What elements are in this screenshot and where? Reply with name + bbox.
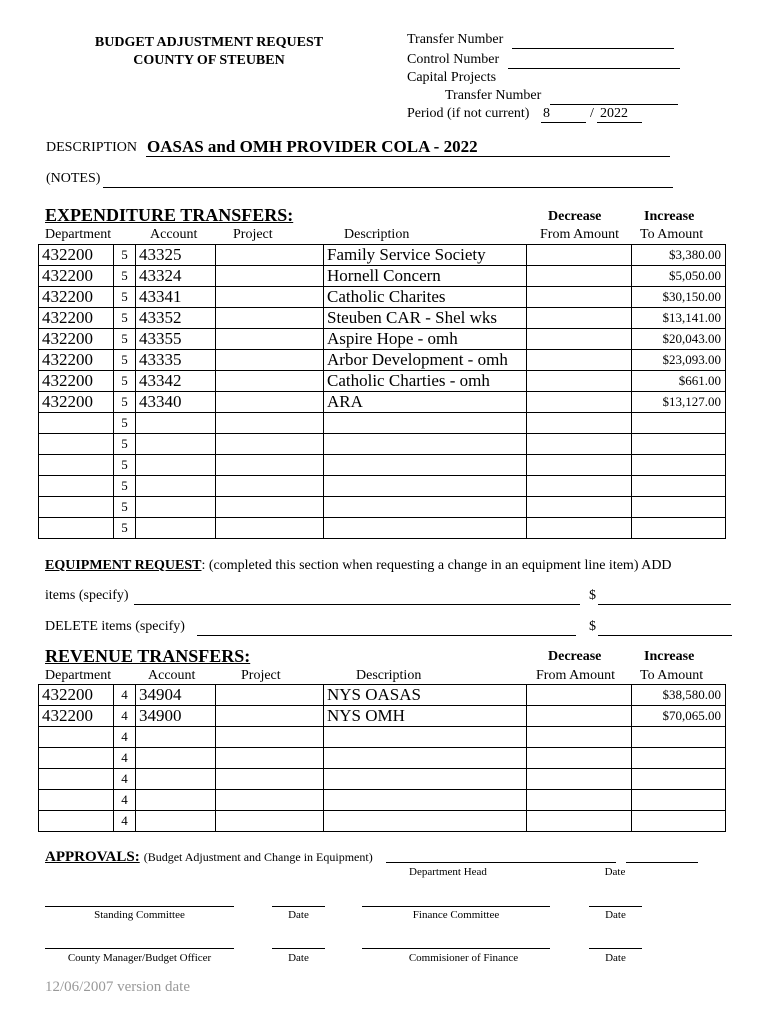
cell-increase-amount[interactable] [632, 434, 726, 455]
cell-description[interactable]: NYS OMH [324, 706, 527, 727]
cell-increase-amount[interactable] [632, 497, 726, 518]
cell-fund[interactable]: 4 [114, 811, 136, 832]
table-row [39, 287, 726, 308]
cell-department[interactable] [39, 769, 114, 790]
control-number-label: Control Number [407, 52, 500, 67]
rev-col-decrease-bottom: From Amount [536, 668, 615, 683]
exp-col-decrease-top: Decrease [548, 209, 602, 224]
cell-fund[interactable]: 5 [114, 518, 136, 539]
cp-transfer-number-label: Transfer Number [445, 88, 542, 103]
capital-projects-label: Capital Projects [407, 70, 497, 85]
cell-account[interactable] [136, 790, 216, 811]
cell-account[interactable] [136, 476, 216, 497]
revenue-table [38, 684, 726, 832]
cell-description[interactable] [324, 790, 527, 811]
exp-col-decrease-bottom: From Amount [540, 227, 619, 242]
cell-description[interactable]: ARA [324, 392, 527, 413]
table-row [39, 392, 726, 413]
cell-description[interactable]: Catholic Charties - omh [324, 371, 527, 392]
cell-decrease-amount[interactable] [527, 287, 632, 308]
cell-description[interactable] [324, 434, 527, 455]
cell-decrease-amount[interactable] [527, 308, 632, 329]
cell-decrease-amount[interactable] [527, 685, 632, 706]
notes-label: (NOTES) [46, 171, 101, 186]
cell-description[interactable]: Hornell Concern [324, 266, 527, 287]
table-row [39, 371, 726, 392]
cell-decrease-amount[interactable] [527, 266, 632, 287]
cell-fund[interactable]: 5 [114, 392, 136, 413]
period-year-line [597, 122, 642, 123]
equipment-delete-field[interactable] [197, 635, 576, 636]
form-title-line1: BUDGET ADJUSTMENT REQUEST [94, 35, 324, 50]
cell-description[interactable]: Arbor Development - omh [324, 350, 527, 371]
cell-fund[interactable]: 4 [114, 769, 136, 790]
period-year[interactable]: 2022 [600, 106, 628, 121]
approvals-section [45, 848, 373, 866]
table-row [39, 266, 726, 287]
cell-fund[interactable]: 5 [114, 371, 136, 392]
cell-decrease-amount[interactable] [527, 790, 632, 811]
cell-account[interactable] [136, 413, 216, 434]
cell-project[interactable] [216, 706, 324, 727]
cell-account[interactable] [136, 748, 216, 769]
cell-project[interactable] [216, 455, 324, 476]
table-row [39, 413, 726, 434]
standing-committee-date-label: Date [288, 909, 309, 921]
cell-account[interactable] [136, 518, 216, 539]
cell-project[interactable] [216, 266, 324, 287]
cell-department[interactable]: 432200 [39, 329, 114, 350]
cell-department[interactable] [39, 748, 114, 769]
cell-account[interactable]: 43352 [136, 308, 216, 329]
cell-fund[interactable]: 5 [114, 497, 136, 518]
cell-account[interactable]: 43355 [136, 329, 216, 350]
equipment-delete-dollar: $ [589, 619, 596, 634]
cell-decrease-amount[interactable] [527, 455, 632, 476]
notes-field[interactable] [103, 187, 673, 188]
table-row [39, 748, 726, 769]
table-row [39, 518, 726, 539]
exp-col-increase-bottom: To Amount [640, 227, 704, 242]
cell-decrease-amount[interactable] [527, 245, 632, 266]
cell-project[interactable] [216, 476, 324, 497]
cell-department[interactable]: 432200 [39, 266, 114, 287]
cell-department[interactable]: 432200 [39, 685, 114, 706]
cell-department[interactable] [39, 455, 114, 476]
cell-increase-amount[interactable]: $3,380.00 [632, 245, 726, 266]
cell-department[interactable] [39, 413, 114, 434]
period-separator: / [590, 106, 594, 121]
cell-description[interactable]: NYS OASAS [324, 685, 527, 706]
table-row [39, 245, 726, 266]
cell-decrease-amount[interactable] [527, 518, 632, 539]
cell-increase-amount[interactable] [632, 518, 726, 539]
cell-increase-amount[interactable]: $38,580.00 [632, 685, 726, 706]
cell-project[interactable] [216, 727, 324, 748]
department-head-date-label: Date [604, 866, 626, 878]
cell-increase-amount[interactable]: $23,093.00 [632, 350, 726, 371]
cell-project[interactable] [216, 308, 324, 329]
table-row [39, 497, 726, 518]
cell-decrease-amount[interactable] [527, 392, 632, 413]
cell-project[interactable] [216, 769, 324, 790]
cell-description[interactable] [324, 476, 527, 497]
cell-decrease-amount[interactable] [527, 727, 632, 748]
county-manager-signature[interactable] [45, 948, 234, 949]
cell-increase-amount[interactable] [632, 811, 726, 832]
exp-col-increase-top: Increase [644, 209, 695, 224]
finance-committee-date-label: Date [605, 909, 626, 921]
cell-account[interactable] [136, 455, 216, 476]
county-manager-date[interactable] [272, 948, 325, 949]
exp-col-account: Account [150, 227, 198, 242]
cell-increase-amount[interactable]: $13,141.00 [632, 308, 726, 329]
cell-account[interactable]: 34904 [136, 685, 216, 706]
table-row [39, 727, 726, 748]
cell-fund[interactable]: 5 [114, 329, 136, 350]
cell-project[interactable] [216, 685, 324, 706]
rev-col-increase-top: Increase [644, 649, 695, 664]
table-row [39, 769, 726, 790]
cell-department[interactable]: 432200 [39, 371, 114, 392]
table-row [39, 350, 726, 371]
cell-description[interactable] [324, 413, 527, 434]
form-title-line2: COUNTY OF STEUBEN [133, 53, 285, 68]
cell-fund[interactable]: 5 [114, 434, 136, 455]
equipment-title: EQUIPMENT REQUEST [45, 558, 202, 573]
cell-department[interactable]: 432200 [39, 392, 114, 413]
commissioner-finance-date-label: Date [605, 952, 626, 964]
approvals-text: (Budget Adjustment and Change in Equipment) [143, 850, 373, 864]
cell-account[interactable]: 43340 [136, 392, 216, 413]
cell-decrease-amount[interactable] [527, 706, 632, 727]
cell-project[interactable] [216, 392, 324, 413]
cell-increase-amount[interactable]: $13,127.00 [632, 392, 726, 413]
table-row [39, 685, 726, 706]
transfer-number-field[interactable] [512, 48, 674, 49]
department-head-date[interactable] [626, 862, 698, 863]
table-row [39, 476, 726, 497]
cell-fund[interactable]: 5 [114, 413, 136, 434]
cell-department[interactable]: 432200 [39, 308, 114, 329]
cell-department[interactable] [39, 727, 114, 748]
cell-account[interactable] [136, 769, 216, 790]
cell-increase-amount[interactable] [632, 455, 726, 476]
cell-description[interactable]: Steuben CAR - Shel wks [324, 308, 527, 329]
cell-description[interactable] [324, 518, 527, 539]
cell-account[interactable]: 43335 [136, 350, 216, 371]
cell-account[interactable] [136, 434, 216, 455]
finance-committee-label: Finance Committee [412, 909, 500, 921]
exp-col-description: Description [344, 227, 410, 242]
cell-fund[interactable]: 5 [114, 308, 136, 329]
cell-fund[interactable]: 5 [114, 266, 136, 287]
cell-decrease-amount[interactable] [527, 329, 632, 350]
cell-department[interactable] [39, 476, 114, 497]
cell-description[interactable] [324, 727, 527, 748]
description-value[interactable]: OASAS and OMH PROVIDER COLA - 2022 [147, 137, 478, 156]
cell-account[interactable] [136, 727, 216, 748]
cell-project[interactable] [216, 748, 324, 769]
description-label: DESCRIPTION [46, 140, 138, 155]
equipment-add-field[interactable] [134, 604, 580, 605]
equipment-text: : (completed this section when requesting a change in an equipment line item) ADD [201, 558, 672, 573]
cell-account[interactable]: 43325 [136, 245, 216, 266]
commissioner-finance-signature[interactable] [362, 948, 550, 949]
period-month[interactable]: 8 [543, 106, 550, 121]
expenditure-table [38, 244, 726, 539]
cell-account[interactable]: 34900 [136, 706, 216, 727]
equipment-add-amount[interactable] [598, 604, 731, 605]
cell-fund[interactable]: 4 [114, 790, 136, 811]
table-row [39, 706, 726, 727]
cell-account[interactable] [136, 811, 216, 832]
exp-col-department: Department [45, 227, 112, 242]
cell-account[interactable]: 43342 [136, 371, 216, 392]
cell-increase-amount[interactable] [632, 790, 726, 811]
exp-col-project: Project [233, 227, 273, 242]
finance-committee-signature[interactable] [362, 906, 550, 907]
cell-project[interactable] [216, 329, 324, 350]
cell-fund[interactable]: 5 [114, 350, 136, 371]
county-manager-date-label: Date [288, 952, 309, 964]
cell-increase-amount[interactable] [632, 748, 726, 769]
control-number-field[interactable] [508, 68, 680, 69]
cell-increase-amount[interactable]: $5,050.00 [632, 266, 726, 287]
cell-project[interactable] [216, 350, 324, 371]
cell-department[interactable] [39, 497, 114, 518]
rev-col-decrease-top: Decrease [548, 649, 602, 664]
cell-description[interactable] [324, 769, 527, 790]
cell-project[interactable] [216, 790, 324, 811]
cell-department[interactable] [39, 434, 114, 455]
form-title [84, 34, 334, 70]
cell-project[interactable] [216, 434, 324, 455]
transfer-number-label: Transfer Number [407, 32, 504, 47]
cell-description[interactable] [324, 497, 527, 518]
table-row [39, 455, 726, 476]
approvals-title: APPROVALS: [45, 849, 140, 865]
rev-col-description: Description [356, 668, 422, 683]
standing-committee-date[interactable] [272, 906, 325, 907]
cell-fund[interactable]: 5 [114, 287, 136, 308]
equipment-section [45, 558, 672, 574]
cell-increase-amount[interactable] [632, 476, 726, 497]
rev-col-department: Department [45, 668, 112, 683]
cell-increase-amount[interactable] [632, 769, 726, 790]
table-row [39, 790, 726, 811]
standing-committee-signature[interactable] [45, 906, 234, 907]
cell-increase-amount[interactable]: $20,043.00 [632, 329, 726, 350]
equipment-add-dollar: $ [589, 588, 596, 603]
cell-description[interactable]: Family Service Society [324, 245, 527, 266]
cell-description[interactable]: Catholic Charites [324, 287, 527, 308]
version-date: 12/06/2007 version date [45, 979, 190, 995]
cell-project[interactable] [216, 413, 324, 434]
cell-description[interactable]: Aspire Hope - omh [324, 329, 527, 350]
county-manager-label: County Manager/Budget Officer [67, 952, 212, 964]
equipment-add-label: items (specify) [45, 588, 129, 603]
cell-project[interactable] [216, 371, 324, 392]
cell-fund[interactable]: 4 [114, 727, 136, 748]
cell-description[interactable] [324, 455, 527, 476]
cell-decrease-amount[interactable] [527, 811, 632, 832]
cell-decrease-amount[interactable] [527, 769, 632, 790]
commissioner-finance-date[interactable] [589, 948, 642, 949]
table-row [39, 811, 726, 832]
cell-fund[interactable]: 5 [114, 476, 136, 497]
cell-fund[interactable]: 5 [114, 455, 136, 476]
cell-increase-amount[interactable]: $661.00 [632, 371, 726, 392]
cell-department[interactable] [39, 790, 114, 811]
cell-project[interactable] [216, 245, 324, 266]
cell-fund[interactable]: 4 [114, 685, 136, 706]
cell-project[interactable] [216, 497, 324, 518]
department-head-label: Department Head [409, 866, 487, 878]
cp-transfer-number-field[interactable] [550, 104, 678, 105]
cell-description[interactable] [324, 811, 527, 832]
equipment-delete-label: DELETE items (specify) [45, 619, 185, 634]
department-head-signature[interactable] [386, 862, 616, 863]
cell-department[interactable]: 432200 [39, 706, 114, 727]
revenue-title: REVENUE TRANSFERS: [45, 646, 251, 666]
period-label: Period (if not current) [407, 106, 530, 121]
cell-account[interactable]: 43324 [136, 266, 216, 287]
table-row [39, 434, 726, 455]
cell-project[interactable] [216, 287, 324, 308]
cell-increase-amount[interactable]: $70,065.00 [632, 706, 726, 727]
equipment-delete-amount[interactable] [598, 635, 732, 636]
expenditure-title: EXPENDITURE TRANSFERS: [45, 205, 294, 225]
cell-fund[interactable]: 5 [114, 245, 136, 266]
cell-fund[interactable]: 4 [114, 706, 136, 727]
rev-col-increase-bottom: To Amount [640, 668, 704, 683]
cell-department[interactable] [39, 811, 114, 832]
cell-increase-amount[interactable] [632, 727, 726, 748]
cell-increase-amount[interactable]: $30,150.00 [632, 287, 726, 308]
rev-col-project: Project [241, 668, 281, 683]
cell-decrease-amount[interactable] [527, 497, 632, 518]
cell-fund[interactable]: 4 [114, 748, 136, 769]
cell-department[interactable]: 432200 [39, 245, 114, 266]
standing-committee-label: Standing Committee [94, 909, 185, 921]
finance-committee-date[interactable] [589, 906, 642, 907]
cell-department[interactable]: 432200 [39, 350, 114, 371]
cell-project[interactable] [216, 811, 324, 832]
cell-increase-amount[interactable] [632, 413, 726, 434]
commissioner-finance-label: Commisioner of Finance [408, 952, 519, 964]
rev-col-account: Account [148, 668, 196, 683]
cell-department[interactable] [39, 518, 114, 539]
cell-account[interactable]: 43341 [136, 287, 216, 308]
cell-description[interactable] [324, 748, 527, 769]
period-month-line [541, 122, 586, 123]
description-line [146, 156, 670, 157]
cell-decrease-amount[interactable] [527, 350, 632, 371]
table-row [39, 329, 726, 350]
cell-decrease-amount[interactable] [527, 371, 632, 392]
table-row [39, 308, 726, 329]
cell-project[interactable] [216, 518, 324, 539]
cell-decrease-amount[interactable] [527, 413, 632, 434]
cell-decrease-amount[interactable] [527, 434, 632, 455]
cell-decrease-amount[interactable] [527, 476, 632, 497]
cell-account[interactable] [136, 497, 216, 518]
cell-decrease-amount[interactable] [527, 748, 632, 769]
cell-department[interactable]: 432200 [39, 287, 114, 308]
